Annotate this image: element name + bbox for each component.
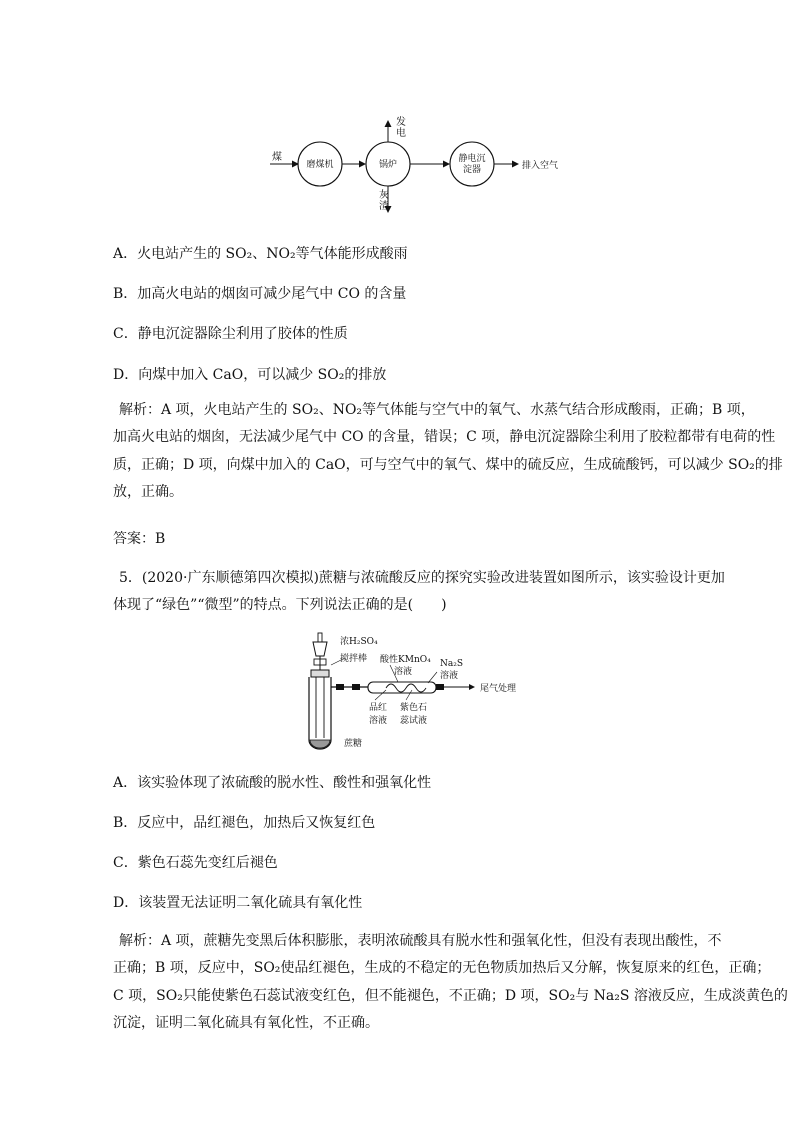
exhaust-label: 排入空气 (522, 161, 559, 171)
coal-label: 煤 (272, 152, 282, 163)
power-plant-flow-diagram (262, 112, 582, 216)
ash-label-2: 渣 (379, 201, 389, 212)
q5-option-b: B．反应中，品红褪色，加热后又恢复红色 (113, 815, 376, 831)
precipitator-label-2: 淀器 (462, 165, 482, 175)
q4-analysis-line: 解析：A 项，火电站产生的 SO₂、NO₂等气体能与空气中的氧气、水蒸气结合形成酸雨，正确；B 项， (119, 402, 755, 418)
tail-gas-label: 尾气处理 (480, 684, 517, 694)
q5-option-d: D．该装置无法证明二氧化硫具有氧化性 (113, 895, 363, 911)
q4-option-b: B．加高火电站的烟囱可减少尾气中 CO 的含量 (113, 286, 407, 302)
q4-analysis-line: 质，正确；D 项，向煤中加入的 CaO，可与空气中的氧气、煤中的硫反应，生成硫酸钙，可以减少 SO₂的排 (113, 456, 783, 473)
q4-analysis-line: 加高火电站的烟囱，无法减少尾气中 CO 的含量，错误；C 项，静电沉淀器除尘利用了胶粒都带有电荷的性 (113, 429, 776, 446)
q5-stem-line: 5．(2020·广东顺德第四次模拟)蔗糖与浓硫酸反应的探究实验改进装置如图所示，该实验设计更加 (119, 570, 725, 586)
ash-label-1: 灰 (379, 190, 389, 201)
conc-h2so4-label: 浓H₂SO₄ (340, 637, 378, 647)
apparatus-diagram (296, 630, 536, 750)
boiler-label: 锅炉 (378, 160, 398, 170)
q5-option-a: A．该实验体现了浓硫酸的脱水性、酸性和强氧化性 (113, 775, 432, 791)
q4-analysis (113, 397, 783, 507)
q4-option-a: A．火电站产生的 SO₂、NO₂等气体能形成酸雨 (113, 246, 408, 262)
q5-analysis-line: 正确；B 项，反应中，SO₂使品红褪色，生成的不稳定的无色物质加热后又分解，恢复原来的红色，正确； (113, 960, 771, 977)
q5-analysis-line: 解析：A 项，蔗糖先变黑后体积膨胀，表明浓硫酸具有脱水性和强氧化性，但没有表现出酸性，不 (119, 933, 722, 949)
kmno4-label-2: 溶液 (394, 667, 413, 677)
q4-option-d: D．向煤中加入 CaO，可以减少 SO₂的排放 (113, 367, 387, 383)
mill-label: 磨煤机 (306, 160, 334, 170)
q5-analysis-line: 沉淀，证明二氧化硫具有氧化性，不正确。 (113, 1015, 379, 1032)
stirrer-label: 搅拌棒 (340, 654, 368, 664)
pinhong-label-2: 溶液 (369, 716, 388, 726)
na2s-label-2: 溶液 (440, 671, 459, 681)
pinhong-label-1: 品红 (369, 703, 388, 713)
q5-stem-line: 体现了“绿色”“微型”的特点。下列说法正确的是( ) (113, 597, 447, 614)
kmno4-label-1: 酸性KMnO₄ (380, 655, 431, 665)
q4-answer: 答案：B (113, 531, 166, 547)
q5-analysis-line: C 项，SO₂只能使紫色石蕊试液变红色，但不能褪色，不正确；D 项，SO₂与 Na₂S 溶液反应，生成淡黄色的 (113, 987, 788, 1004)
litmus-label-1: 紫色石 (400, 703, 428, 713)
electricity-label-2: 电 (396, 128, 406, 139)
q5-option-c: C．紫色石蕊先变红后褪色 (113, 855, 278, 871)
litmus-label-2: 蕊试液 (400, 716, 428, 726)
q4-analysis-line: 放，正确。 (113, 484, 183, 501)
sucrose-label: 蔗糖 (344, 739, 363, 749)
q5-analysis (113, 928, 788, 1038)
q4-option-c: C．静电沉淀器除尘利用了胶体的性质 (113, 326, 348, 342)
precipitator-label-1: 静电沉 (458, 154, 486, 164)
q5-stem (113, 565, 723, 620)
electricity-label-1: 发 (396, 117, 406, 128)
na2s-label-1: Na₂S (440, 659, 464, 669)
precipitator-circle (450, 142, 494, 186)
